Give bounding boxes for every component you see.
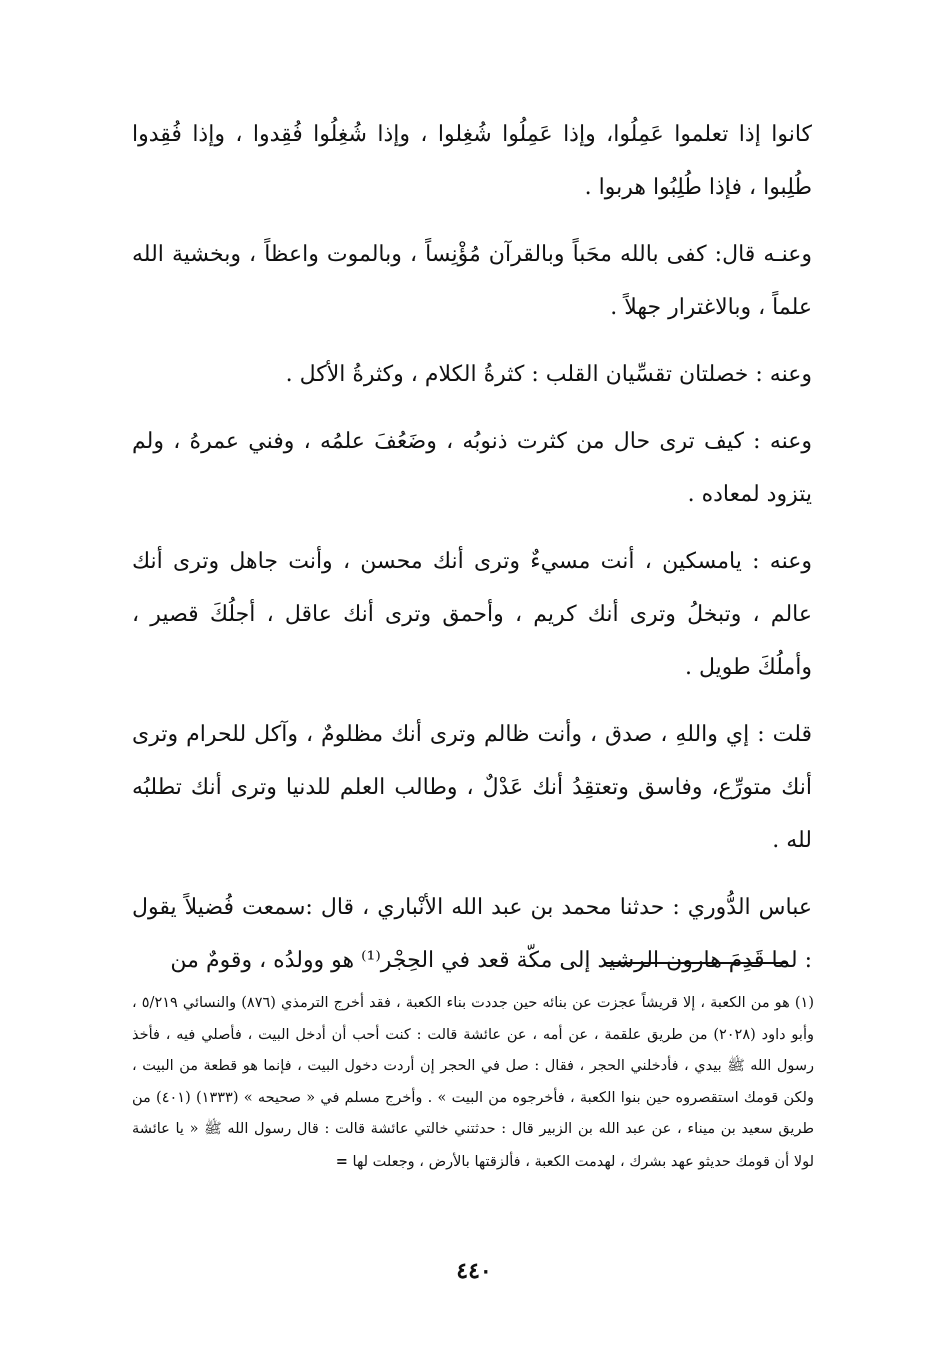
paragraph-1: كانوا إذا تعلموا عَمِلُوا، وإذا عَمِلُوا شُغِلوا ، وإذا شُغِلُوا فُقِدوا ، وإذا فُقِدوا طُلِبوا ، فإذا طُلِبُوا هربوا .: [132, 122, 812, 200]
page-number: ٤٤٠: [456, 1258, 492, 1284]
footnote-continuation-mark: =: [335, 1152, 348, 1170]
paragraph-7: عباس الدُّوري : حدثنا محمد بن عبد الله الأنْباري ، قال :سمعت فُضيلاً يقول : لما قَدِمَ هارون الرشيد إلى مكّة قعد في الحِجْر⁽¹⁾ هو وولدُه ، وقومٌ من: [132, 895, 812, 973]
paragraph-2: وعنـه قال: كفى بالله محَباً وبالقرآن مُؤْنِساً ، وبالموت واعظاً ، وبخشية الله علماً ، وبالاغترار جهلاً .: [132, 242, 812, 320]
footnote: [132, 988, 814, 1178]
paragraph-3: وعنه : خصلتان تقسِّيان القلب : كثرةُ الكلام ، وكثرةُ الأكل .: [285, 362, 812, 387]
main-text: [132, 108, 812, 1001]
paragraph-5: وعنه : يامسكين ، أنت مسيءٌ وترى أنك محسن ، وأنت جاهل وترى أنك عالم ، وتبخلُ وترى أنك كريم ، وأحمق وترى أنك عاقل ، أجلُكَ قصير ، وأملُكَ طويل .: [132, 549, 812, 680]
paragraph-4: وعنه : كيف ترى حال من كثرت ذنوبُه ، وضَعُفَ علمُه ، وفني عمرهُ ، ولم يتزود لمعاده .: [132, 429, 812, 507]
paragraph-6: قلت : إي واللهِ ، صدق ، وأنت ظالم وترى أنك مظلومٌ ، وآكل للحرام وترى أنك متورِّع، وفاسق وتعتقِدُ أنك عَدْلٌ ، وطالب العلم للدنيا وترى أنك تطلبُه لله .: [132, 722, 812, 853]
footnote-divider: [604, 962, 788, 964]
footnote-text: (١) هو من الكعبة ، إلا قريشاً عجزت عن بنائه حين جددت بناء الكعبة ، فقد أخرج الترمذي (٨٧٦) والنسائي ٥/٢١٩ ، وأبو داود (٢٠٢٨) من طريق علقمة ، عن أمه ، عن عائشة قالت : كنت أحب أن أدخل البيت ، فأصلي فيه ، فأخذ رسول الله ﷺ بيدي ، فأدخلني الحجر ، فقال : صل في الحجر إن أردت دخول البيت ، فإنما هو قطعة من البيت ، ولكن قومك استقصروه حين بنوا الكعبة ، فأخرجوه من البيت » . وأخرج مسلم في « صحيحه » (١٣٣٣) (٤٠١) من طريق سعيد بن ميناء ، عن عبد الله بن الزبير قال : حدثتني خالتي عائشة قالت : قال رسول الله ﷺ « يا عائشة لولا أن قومك حديثو عهد بشرك ، لهدمت الكعبة ، فألزقتها بالأرض ، وجعلت لها: [132, 995, 814, 1170]
